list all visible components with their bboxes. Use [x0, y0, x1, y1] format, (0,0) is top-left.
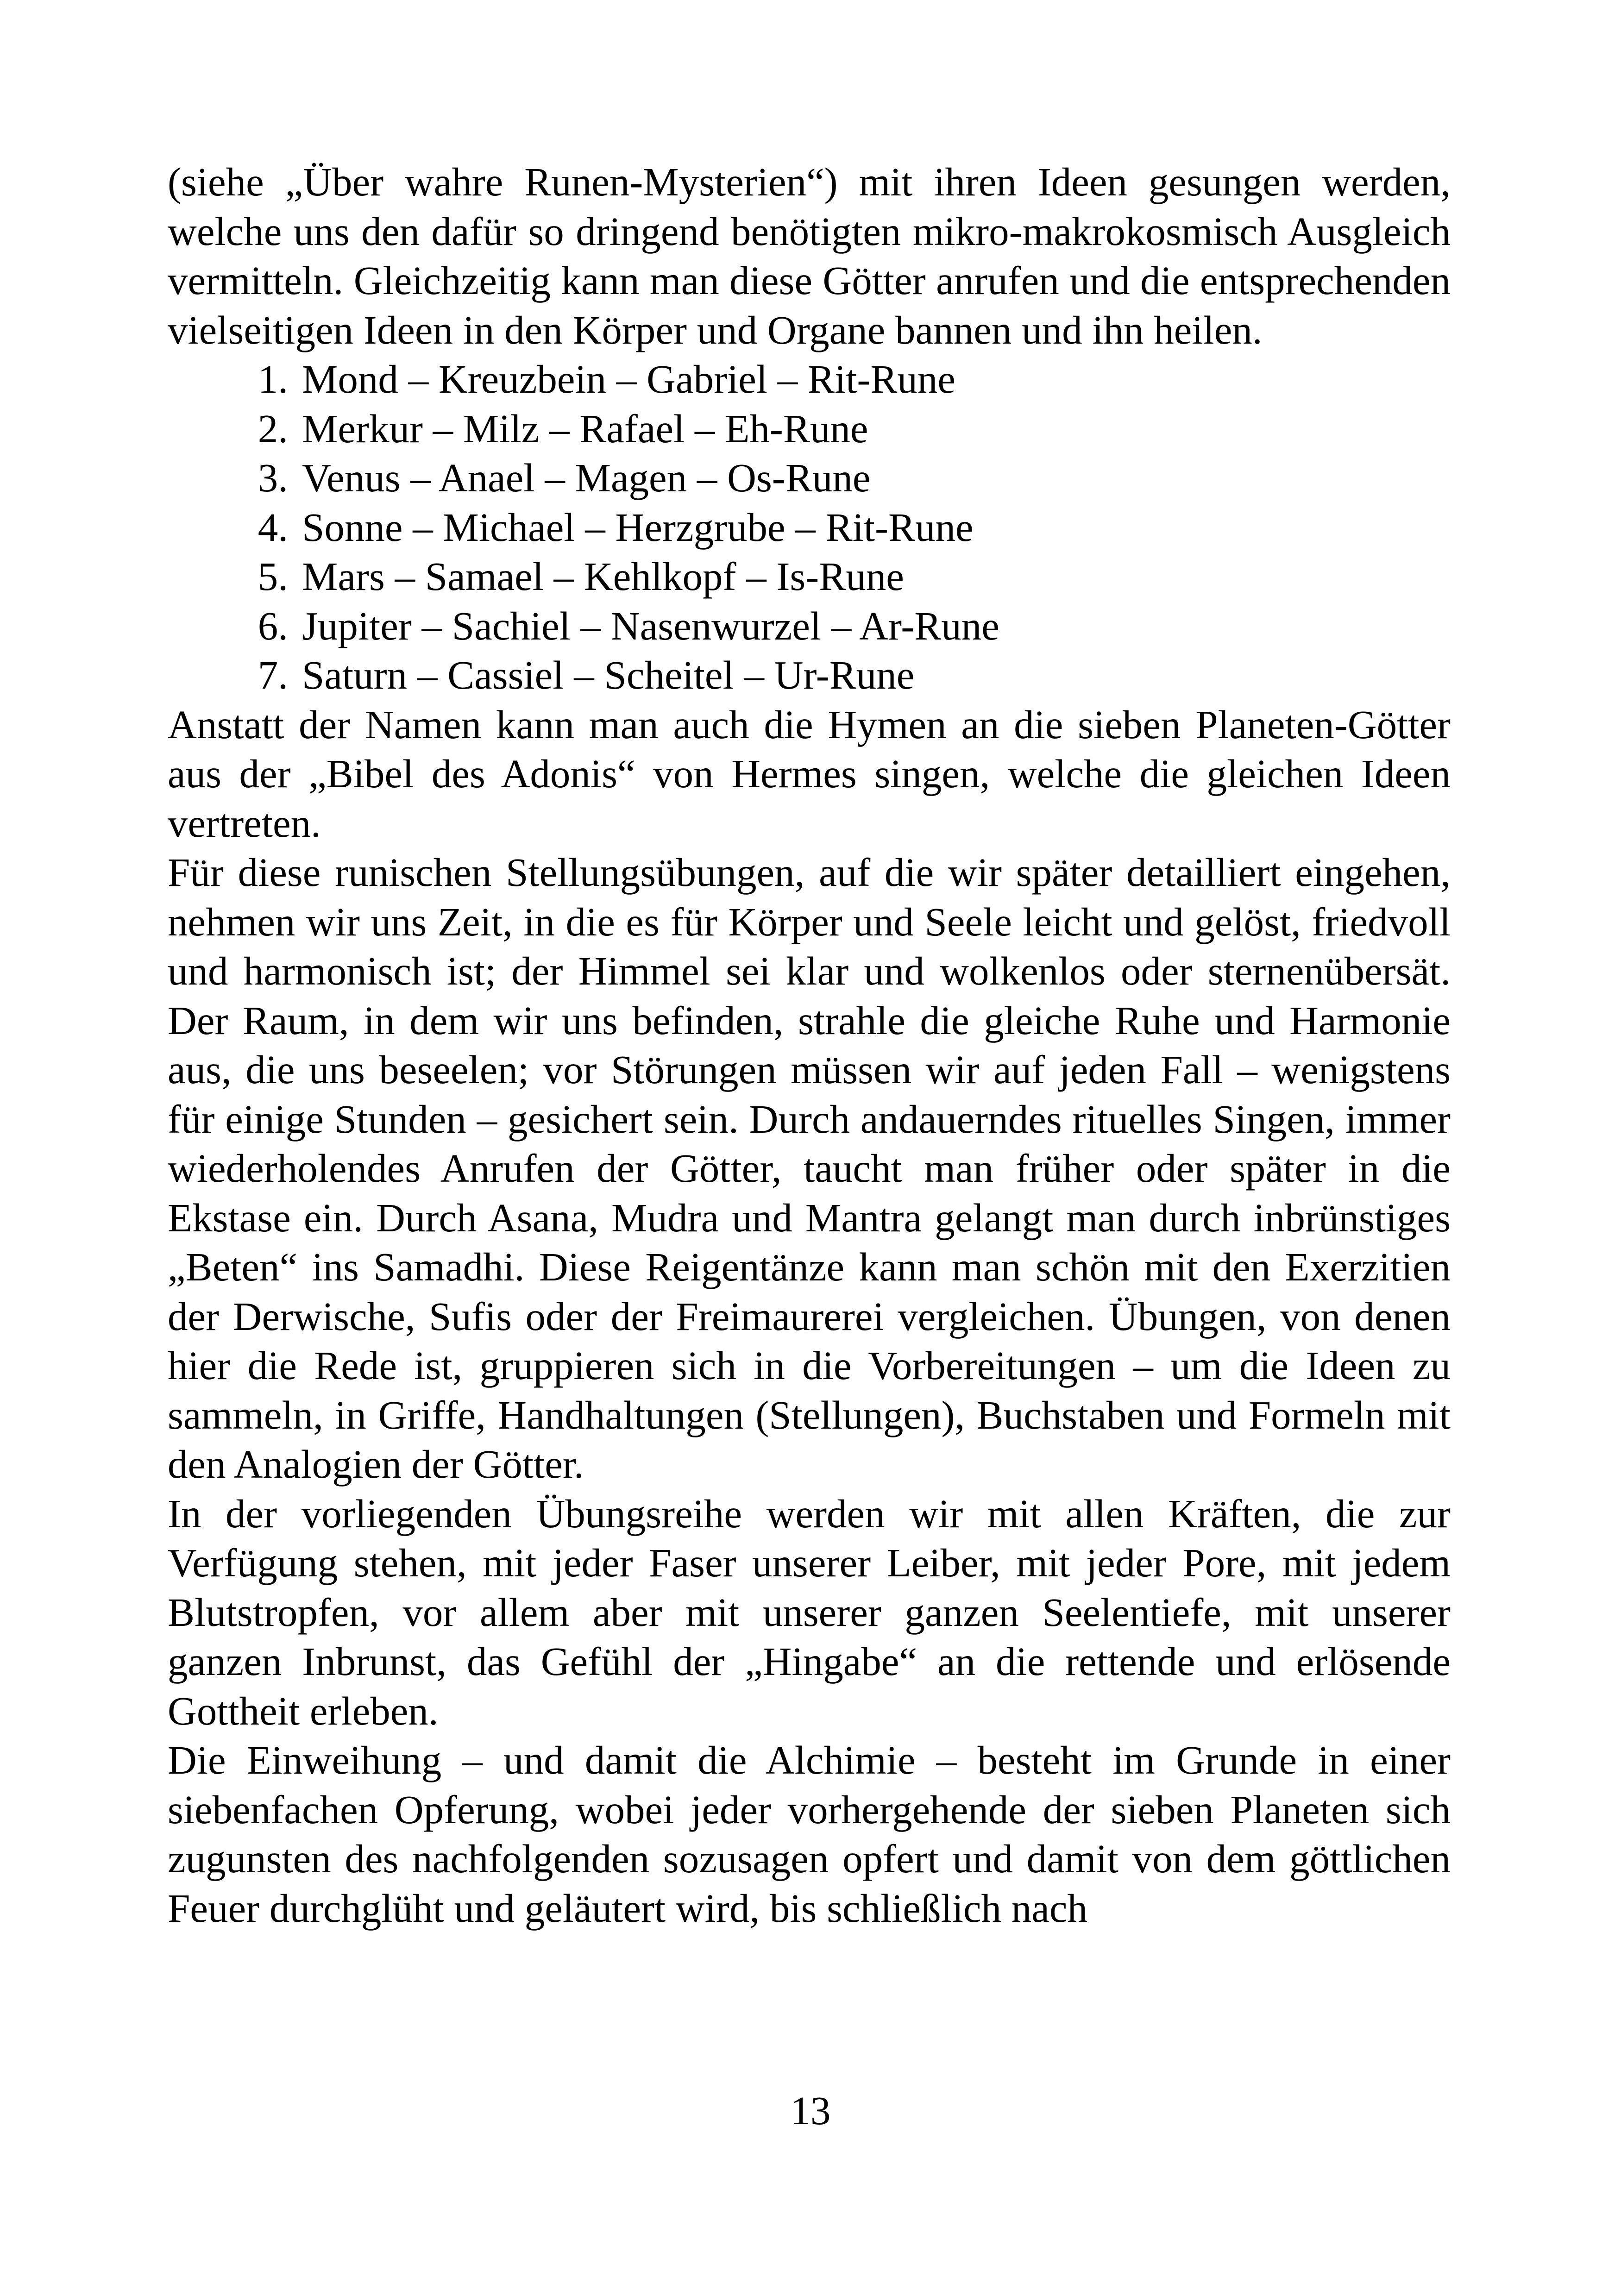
list-item-number: 7. — [258, 652, 288, 697]
list-item — [168, 651, 1451, 700]
list-item — [168, 552, 1451, 602]
list-item-text: Sonne – Michael – Herzgrube – Rit-Rune — [302, 504, 974, 550]
list-item-text: Jupiter – Sachiel – Nasenwurzel – Ar-Rune — [302, 603, 999, 648]
list-item-text: Mars – Samael – Kehlkopf – Is-Rune — [302, 554, 904, 599]
list-item-number: 4. — [258, 504, 288, 550]
list-item — [168, 503, 1451, 552]
paragraph-devotion: In der vorliegenden Übungsreihe werden wir mit allen Kräften, die zur Verfügung stehen, mit jeder Faser unserer Leiber, mit jeder Pore, mit jedem Blutstropfen, vor allem aber mit unserer ganzen Seelentiefe, mit unserer ganzen Inbrunst, das Gefühl der „Hingabe“ an die rettende und erlösende Gottheit erleben. — [168, 1491, 1451, 1733]
paragraph-exercises: Für diese runischen Stellungsübungen, auf die wir später detailliert eingehen, nehmen wir uns Zeit, in die es für Körper und Seele leicht und gelöst, friedvoll und harmonisch ist; der Himmel sei klar und wolkenlos oder sternenübersät. Der Raum, in dem wir uns befinden, strahle die gleiche Ruhe und Harmonie aus, die uns beseelen; vor Störungen müssen wir auf jeden Fall – wenigstens für einige Stunden – gesichert sein. Durch andauerndes rituelles Singen, immer wiederholendes Anrufen der Götter, taucht man früher oder später in die Ekstase ein. Durch Asana, Mudra und Mantra gelangt man durch inbrünstiges „Beten“ ins Samadhi. Diese Reigentänze kann man schön mit den Exerzitien der Derwische, Sufis oder der Freimaurerei vergleichen. Übungen, von denen hier die Rede ist, gruppieren sich in die Vorbereitungen – um die Ideen zu sammeln, in Griffe, Handhaltungen (Stellungen), Buchstaben und Formeln mit den Analogien der Götter. — [168, 850, 1451, 1487]
paragraph-hymns: Anstatt der Namen kann man auch die Hymen an die sieben Planeten-Götter aus der „Bibel des Adonis“ von Hermes singen, welche die gleichen Ideen vertreten. — [168, 702, 1451, 846]
list-item-number: 3. — [258, 455, 288, 500]
list-item-number: 2. — [258, 406, 288, 451]
paragraph-initiation: Die Einweihung – und damit die Alchimie – besteht im Grunde in einer siebenfachen Opferung, wobei jeder vorhergehende der sieben Planeten sich zugunsten des nachfolgenden sozusagen opfert und damit von dem göttlichen Feuer durchglüht und geläutert wird, bis schließlich nach — [168, 1738, 1451, 1931]
list-item — [168, 602, 1451, 651]
list-item-text: Mond – Kreuzbein – Gabriel – Rit-Rune — [302, 357, 956, 401]
list-item — [168, 355, 1451, 404]
list-item-text: Saturn – Cassiel – Scheitel – Ur-Rune — [302, 652, 915, 697]
list-item — [168, 404, 1451, 454]
list-item-number: 5. — [258, 554, 288, 599]
list-item — [168, 453, 1451, 503]
paragraph-intro: (siehe „Über wahre Runen-Mysterien“) mit ihren Ideen gesungen werden, welche uns den dafür so dringend benötigten mikro-makrokosmisch Ausgleich vermitteln. Gleichzeitig kann man diese Götter anrufen und die entsprechenden vielseitigen Ideen in den Körper und Organe bannen und ihn heilen. — [168, 159, 1451, 352]
planet-list — [168, 355, 1451, 700]
list-item-text: Venus – Anael – Magen – Os-Rune — [302, 455, 871, 500]
list-item-number: 6. — [258, 603, 288, 648]
list-item-number: 1. — [258, 357, 288, 401]
list-item-text: Merkur – Milz – Rafael – Eh-Rune — [302, 406, 868, 451]
page-number: 13 — [790, 2088, 831, 2133]
body-text — [168, 157, 1451, 1933]
